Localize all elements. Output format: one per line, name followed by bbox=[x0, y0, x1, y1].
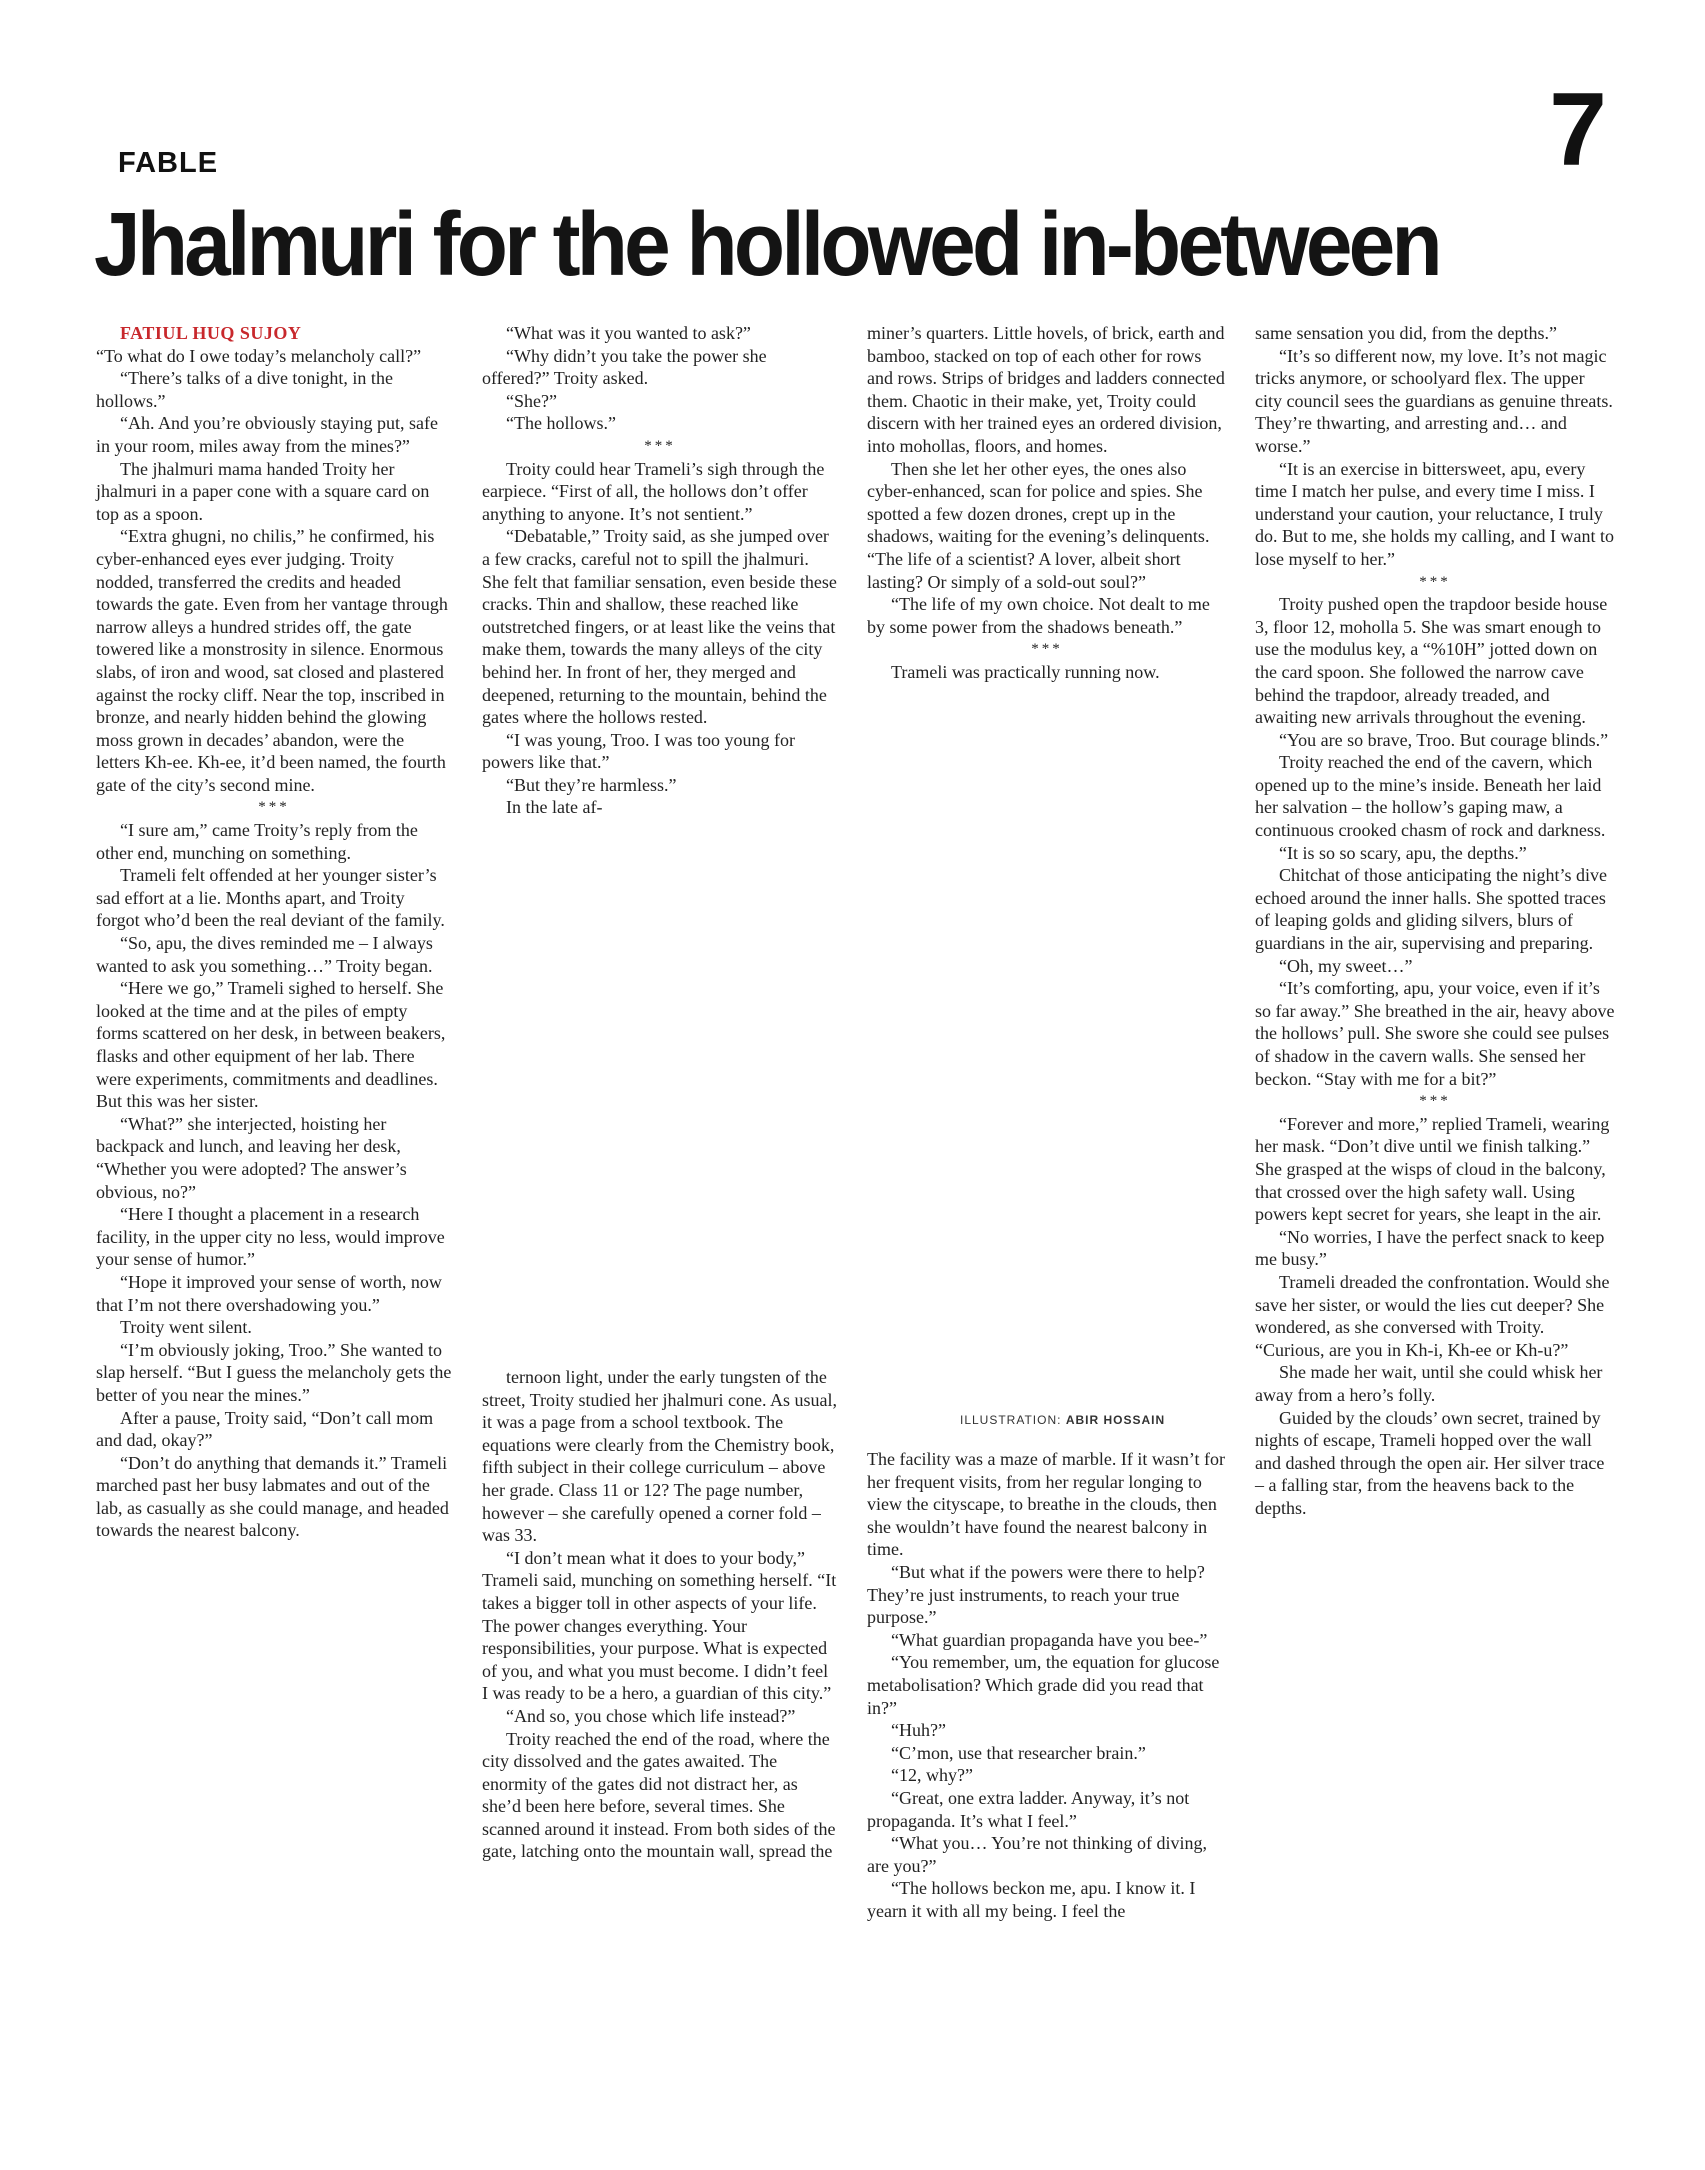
paragraph: Chitchat of those anticipating the night’s dive echoed around the inner halls. She spotted traces of leaping golds and gliding silvers, blurs of guardians in the air, supervising and preparing. bbox=[1255, 865, 1607, 954]
paragraph: same sensation you did, from the depths.” bbox=[1255, 323, 1557, 343]
paragraph: Then she let her other eyes, the ones also cyber-enhanced, scan for police and spies. She spotted a few dozen drones, crept up in the shadows, waiting for the evening’s delinquents. “The life of a scientist? A lover, albeit short lasting? Or simply of a sold-out soul?” bbox=[867, 458, 1210, 592]
paragraph: “It is so so scary, apu, the depths.” bbox=[1279, 842, 1527, 863]
paragraph: “I’m obviously joking, Troo.” She wanted to slap herself. “But I guess the melancholy gets the better of you near the mines.” bbox=[96, 1339, 452, 1405]
paragraph: “It’s comforting, apu, your voice, even if it’s so far away.” She breathed in the air, heavy above the hollows’ pull. She swore she could see pulses of shadow in the cavern walls. She sensed her beckon. “Stay with me for a bit?” bbox=[1255, 978, 1615, 1089]
byline: FATIUL HUQ SUJOY bbox=[120, 323, 302, 343]
article-column-3-top bbox=[867, 322, 1227, 684]
article-column-3-bottom bbox=[867, 1448, 1227, 1922]
illustration-credit-name: ABIR HOSSAIN bbox=[1065, 1413, 1166, 1427]
headline: Jhalmuri for the hollowed in-between bbox=[94, 195, 1439, 295]
paragraph: “Here I thought a placement in a research facility, in the upper city no less, would improve your sense of humor.” bbox=[96, 1204, 445, 1270]
paragraph: ternoon light, under the early tungsten of the street, Troity studied her jhalmuri cone. As usual, it was a page from a school textbook. The equations were clearly from the Chemistry book, fifth subject in their college curriculum – above her grade. Class 11 or 12? The page number, however – she carefully opened a corner fold – was 33. bbox=[482, 1367, 837, 1546]
paragraph: “But what if the powers were there to help? They’re just instruments, to reach your true purpose.” bbox=[867, 1561, 1205, 1628]
section-break: *** bbox=[258, 799, 290, 816]
paragraph: “I was young, Troo. I was too young for powers like that.” bbox=[482, 729, 795, 773]
paragraph: “What guardian propaganda have you bee-” bbox=[891, 1629, 1208, 1650]
paragraph: “What was it you wanted to ask?” bbox=[506, 323, 751, 343]
paragraph: “The hollows.” bbox=[506, 413, 616, 434]
paragraph: Troity reached the end of the cavern, which opened up to the mine’s inside. Beneath her laid her salvation – the hollow’s gaping maw, a continuous crooked chasm of rock and darkness. bbox=[1255, 752, 1606, 841]
paragraph: “The hollows beckon me, apu. I know it. I yearn it with all my being. I feel the bbox=[867, 1878, 1196, 1921]
paragraph: Troity could hear Trameli’s sigh through the earpiece. “First of all, the hollows don’t offer anything to anyone. It’s not sentient.” bbox=[482, 458, 825, 524]
paragraph: “Don’t do anything that demands it.” Trameli marched past her busy labmates and out of the lab, as casually as she could manage, and headed towards the nearest balcony. bbox=[96, 1452, 449, 1541]
paragraph: “Hope it improved your sense of worth, now that I’m not there overshadowing you.” bbox=[96, 1271, 442, 1315]
paragraph: “You are so brave, Troo. But courage blinds.” bbox=[1279, 729, 1609, 750]
paragraph: Troity reached the end of the road, where the city dissolved and the gates awaited. The enormity of the gates did not distract her, as she’d been here before, several times. She scanned around it instead. From both sides of the gate, latching onto the mountain wall, spread the bbox=[482, 1728, 836, 1862]
paragraph: “Great, one extra ladder. Anyway, it’s not propaganda. It’s what I feel.” bbox=[867, 1787, 1190, 1831]
paragraph: Troity went silent. bbox=[120, 1317, 252, 1338]
paragraph: She made her wait, until she could whisk her away from a hero’s folly. bbox=[1255, 1362, 1603, 1405]
article-column-2-top bbox=[482, 322, 838, 819]
paragraph: “I don’t mean what it does to your body,” Trameli said, munching on something herself. “It takes a bigger toll in other aspects of your life. The power changes everything. Your responsibilities, your purpose. What is expected of you, and what you must become. I didn’t feel I was ready to be a hero, a guardian of this city.” bbox=[482, 1547, 837, 1704]
page-number: 7 bbox=[1549, 72, 1607, 188]
paragraph: “What you… You’re not thinking of diving, are you?” bbox=[867, 1833, 1207, 1876]
paragraph: “Here we go,” Trameli sighed to herself. She looked at the time and at the piles of empty forms scattered on her desk, in between beakers, flasks and other equipment of her lab. There were experiments, commitments and deadlines. But this was her sister. bbox=[96, 978, 446, 1112]
paragraph: “Extra ghugni, no chilis,” he confirmed, his cyber-enhanced eyes ever judging. Troity nodded, transferred the credits and headed towards the gate. Even from her vantage through narrow alleys a hundred strides off, the gate towered like a monstrosity in silence. Enormous slabs, of iron and wood, sat closed and plastered against the rocky cliff. Near the top, inscribed in bronze, and nearly hidden behind the glowing moss grown in decades’ abandon, were the letters Kh-ee. Kh-ee, it’d been named, the fourth gate of the city’s second mine. bbox=[96, 526, 448, 795]
paragraph: “Why didn’t you take the power she offered?” Troity asked. bbox=[482, 345, 767, 389]
paragraph: “So, apu, the dives reminded me – I always wanted to ask you something…” Troity began. bbox=[96, 933, 433, 976]
paragraph: Guided by the clouds’ own secret, trained by nights of escape, Trameli hopped over the wall and dashed through the open air. Her silver trace – a falling star, from the heavens back to the depths. bbox=[1255, 1407, 1605, 1518]
section-label: FABLE bbox=[118, 147, 219, 179]
section-break: *** bbox=[1419, 573, 1451, 590]
section-break: *** bbox=[1031, 641, 1063, 658]
article-column-1 bbox=[96, 322, 452, 1542]
illustration-credit-label: ILLUSTRATION: bbox=[960, 1413, 1062, 1427]
paragraph: Trameli dreaded the confrontation. Would she save her sister, or would the lies cut deeper? She wondered, as she conversed with Troity. “Curious, are you in Kh-i, Kh-ee or Kh-u?” bbox=[1255, 1271, 1610, 1360]
paragraph: The jhalmuri mama handed Troity her jhalmuri in a paper cone with a square card on top as a spoon. bbox=[96, 458, 430, 524]
illustration-credit bbox=[960, 1413, 1165, 1427]
section-break: *** bbox=[1419, 1093, 1451, 1110]
paragraph: miner’s quarters. Little hovels, of brick, earth and bamboo, stacked on top of each other for rows and rows. Strips of bridges and ladders connected them. Chaotic in their make, yet, Troity could discern with her trained eyes an ordered division, into mohollas, floors, and homes. bbox=[867, 323, 1225, 456]
paragraph: Troity pushed open the trapdoor beside house 3, floor 12, moholla 5. She was smart enough to use the modulus key, a “%10H” jotted down on the card spoon. She followed the narrow cave behind the trapdoor, already treaded, and awaiting new arrivals throughout the evening. bbox=[1255, 594, 1608, 728]
article-column-2-bottom bbox=[482, 1366, 838, 1863]
paragraph: The facility was a maze of marble. If it wasn’t for her frequent visits, from her regular longing to view the cityscape, to breathe in the clouds, then she wouldn’t have found the nearest balcony in time. bbox=[867, 1449, 1226, 1560]
paragraph: “C’mon, use that researcher brain.” bbox=[891, 1742, 1146, 1763]
paragraph: “12, why?” bbox=[891, 1765, 973, 1786]
paragraph: “And so, you chose which life instead?” bbox=[506, 1705, 796, 1726]
paragraph: In the late af- bbox=[506, 797, 603, 818]
paragraph: “Oh, my sweet…” bbox=[1279, 955, 1413, 976]
paragraph: “Debatable,” Troity said, as she jumped over a few cracks, careful not to spill the jhalmuri. She felt that familiar sensation, even beside these cracks. Thin and shallow, these reached like outstretched fingers, or at least like the veins that make them, towards the many alleys of the city behind her. In front of her, they merged and deepened, returning to the mountain, behind the gates where the hollows rested. bbox=[482, 526, 837, 728]
section-break: *** bbox=[644, 437, 676, 454]
paragraph: “Ah. And you’re obviously staying put, safe in your room, miles away from the mines?” bbox=[96, 413, 438, 456]
paragraph: “The life of my own choice. Not dealt to me by some power from the shadows beneath.” bbox=[867, 594, 1210, 637]
article-column-4 bbox=[1255, 322, 1615, 1519]
paragraph: “She?” bbox=[506, 390, 557, 411]
paragraph: “Huh?” bbox=[891, 1720, 946, 1741]
paragraph: “What?” she interjected, hoisting her backpack and lunch, and leaving her desk, “Whether you were adopted? The answer’s obvious, no?” bbox=[96, 1113, 407, 1202]
paragraph: “I sure am,” came Troity’s reply from the other end, munching on something. bbox=[96, 820, 418, 863]
paragraph: “You remember, um, the equation for glucose metabolisation? Which grade did you read that in?” bbox=[867, 1652, 1220, 1718]
paragraph: After a pause, Troity said, “Don’t call mom and dad, okay?” bbox=[96, 1407, 434, 1451]
paragraph: “It is an exercise in bittersweet, apu, every time I match her pulse, and every time I miss. I understand your caution, your reluctance, I truly do. But to me, she holds my calling, and I want to lose myself to her.” bbox=[1255, 458, 1614, 569]
paragraph: “Forever and more,” replied Trameli, wearing her mask. “Don’t dive until we finish talking.” She grasped at the wisps of cloud in the balcony, that crossed over the high safety wall. Using powers kept secret for years, she leapt in the air. bbox=[1255, 1113, 1610, 1225]
paragraph: “It’s so different now, my love. It’s not magic tricks anymore, or schoolyard flex. The upper city council sees the guardians as genuine threats. They’re thwarting, and arresting and… and worse.” bbox=[1255, 345, 1613, 456]
paragraph: “But they’re harmless.” bbox=[506, 774, 677, 795]
paragraph: Trameli felt offended at her younger sister’s sad effort at a lie. Months apart, and Troity forgot who’d been the real deviant of the family. bbox=[96, 865, 445, 931]
paragraph: “No worries, I have the perfect snack to keep me busy.” bbox=[1255, 1226, 1605, 1270]
paragraph: “To what do I owe today’s melancholy call?” bbox=[96, 345, 422, 366]
paragraph: “There’s talks of a dive tonight, in the hollows.” bbox=[96, 368, 393, 411]
paragraph: Trameli was practically running now. bbox=[891, 661, 1160, 682]
